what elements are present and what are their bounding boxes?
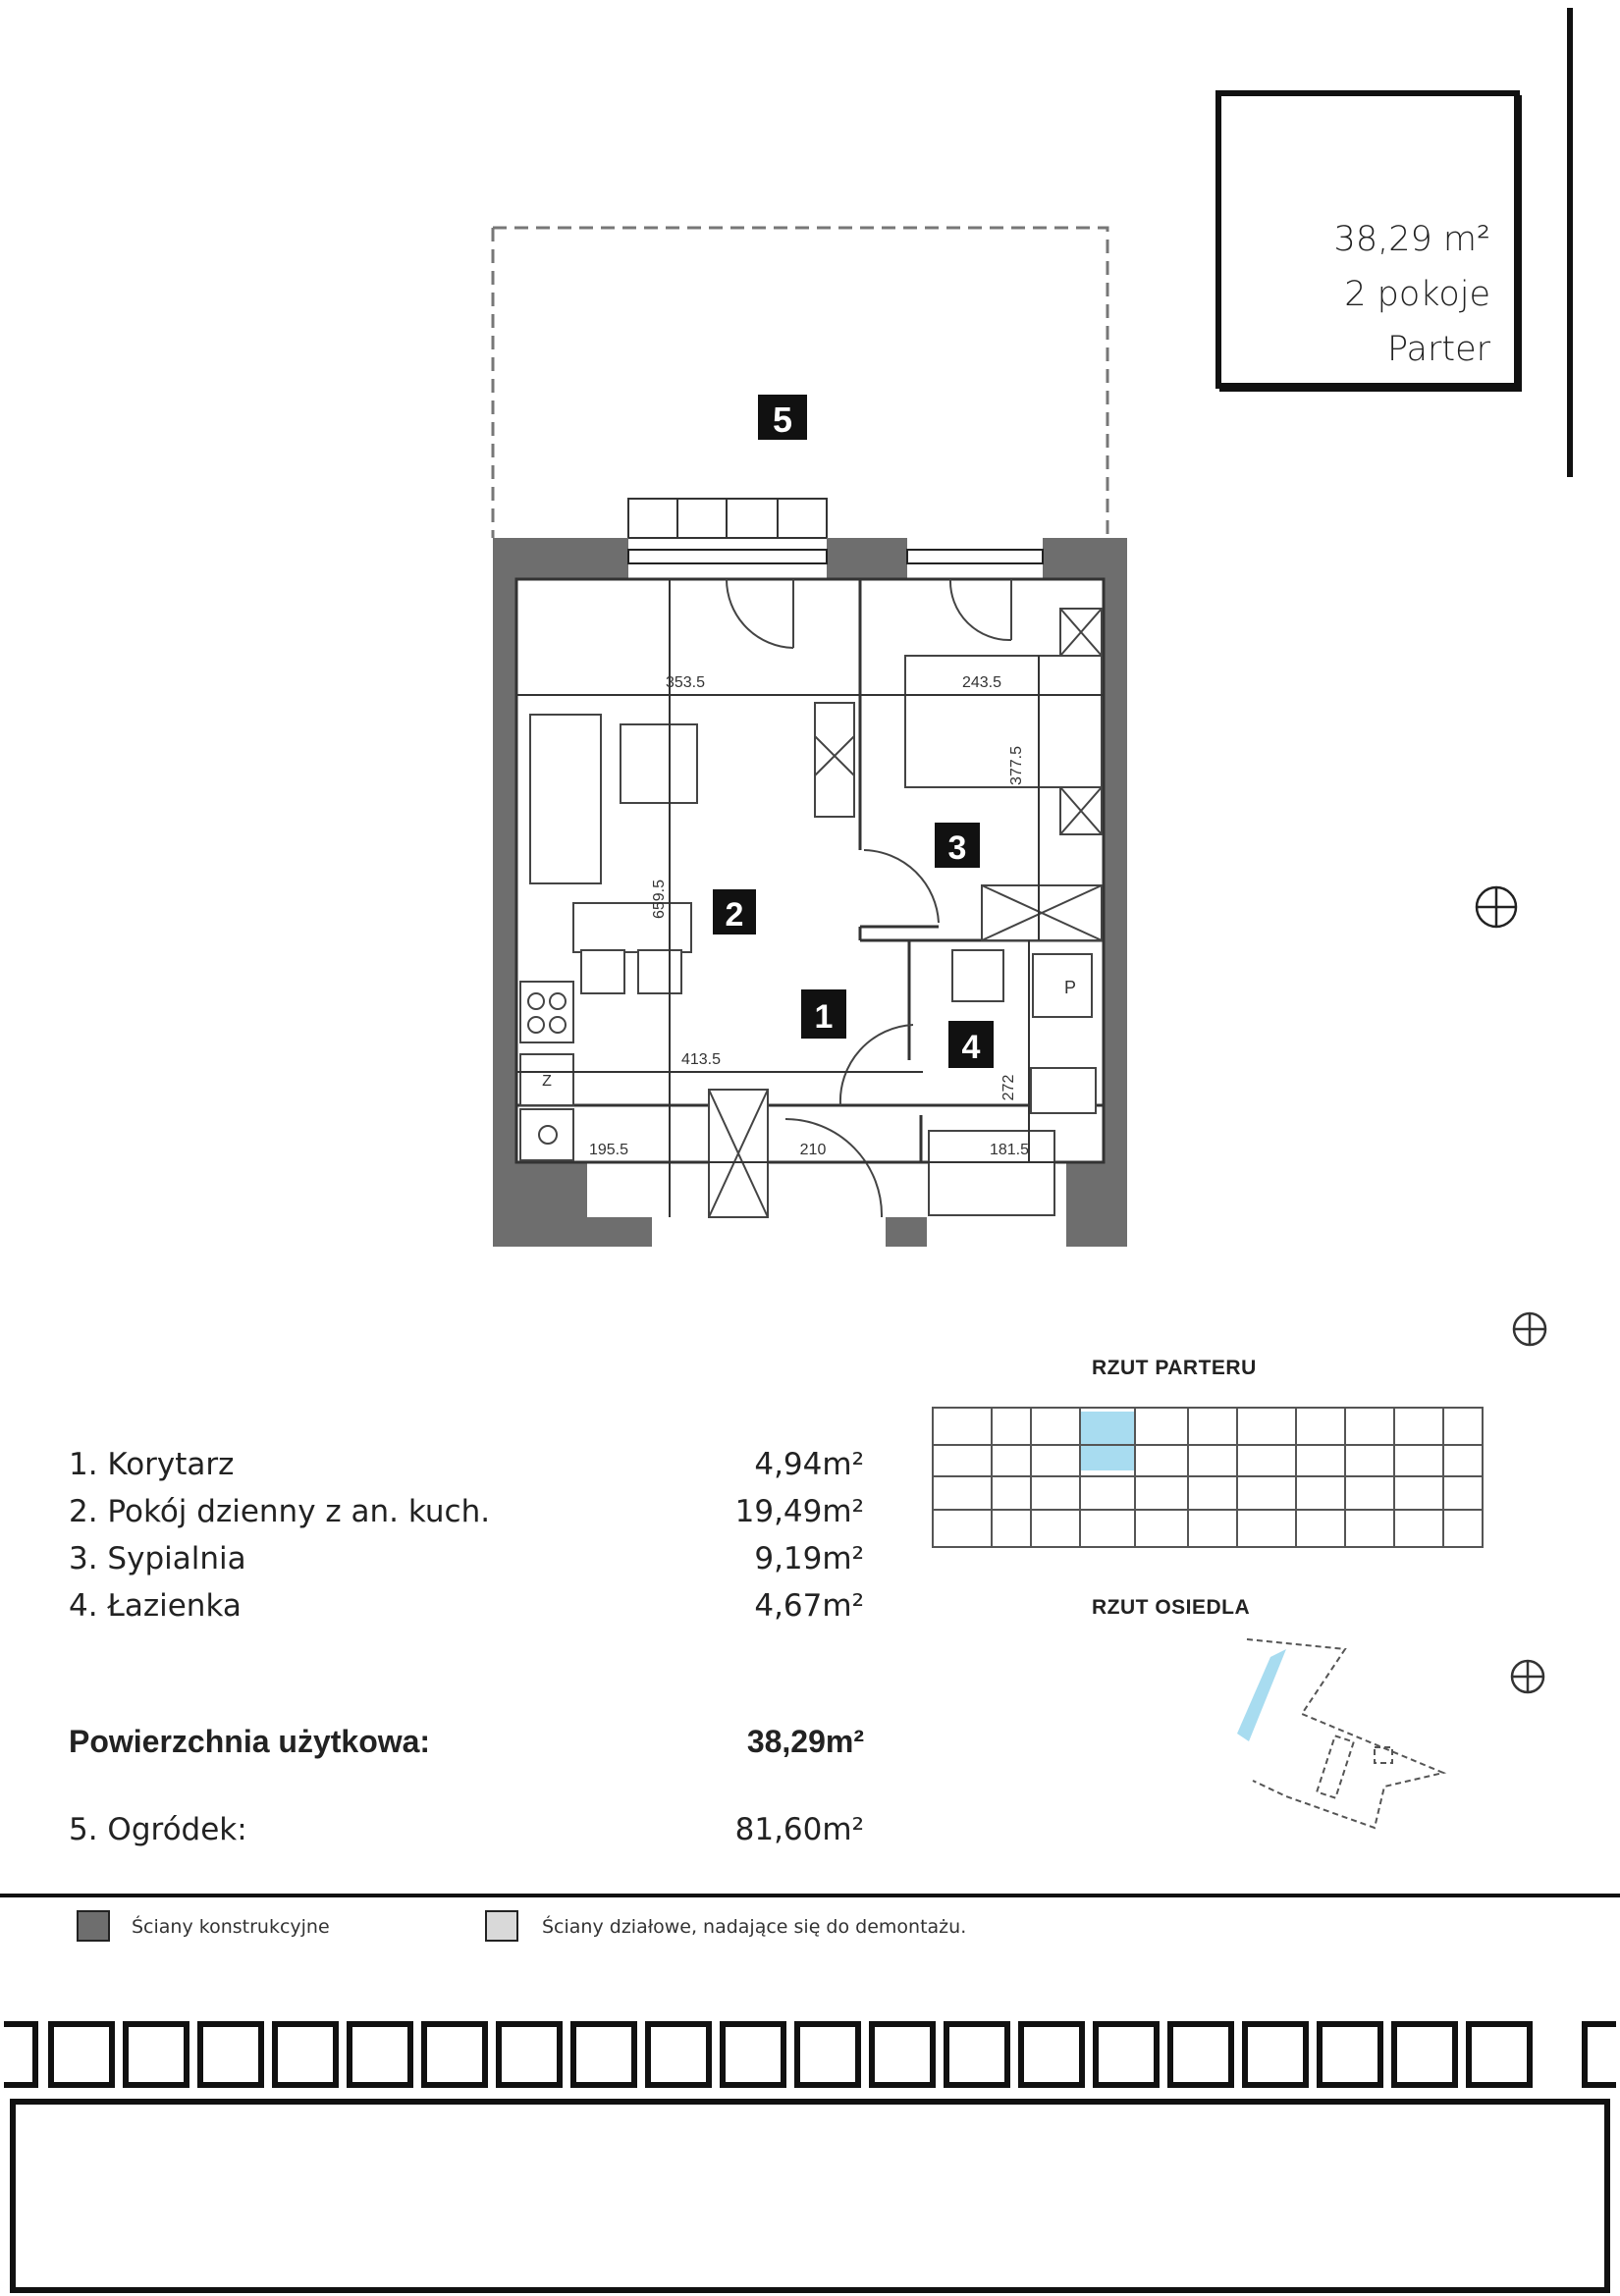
separator-line [0, 1894, 1620, 1897]
garden-label: 5. Ogródek: [69, 1812, 247, 1847]
apartment-highlight [1080, 1412, 1135, 1470]
decorative-border [0, 2014, 1620, 2095]
room-name: 3. Sypialnia [69, 1541, 246, 1576]
dim-353: 353.5 [665, 674, 706, 691]
dim-659: 659.5 [651, 879, 668, 920]
decorative-square [275, 2024, 336, 2085]
room-name: 4. Łazienka [69, 1588, 242, 1624]
decorative-square [200, 2024, 261, 2085]
dim-210: 210 [799, 1142, 827, 1158]
decorative-square [424, 2024, 485, 2085]
decorative-square [499, 2024, 560, 2085]
room-badge-2: 2 [725, 896, 744, 934]
terrace-slabs [628, 499, 827, 538]
estate-keyplan [1208, 1620, 1561, 1845]
ground-floor-label: RZUT PARTERU [1092, 1357, 1257, 1379]
legend-partition: Ściany działowe, nadające się do demontażu. [542, 1916, 967, 1938]
compass-icon [1477, 887, 1516, 927]
decorative-square [1096, 2024, 1157, 2085]
dim-195: 195.5 [588, 1142, 629, 1158]
total-area-value: 38,29m² [746, 1724, 864, 1759]
decorative-bracket-right [1585, 2024, 1616, 2085]
room-name: 1. Korytarz [69, 1447, 235, 1482]
decorative-square [51, 2024, 112, 2085]
decorative-square [648, 2024, 709, 2085]
decorative-square [1170, 2024, 1231, 2085]
room-row [69, 1588, 864, 1631]
dim-413: 413.5 [680, 1051, 722, 1068]
legend-swatch-structural [77, 1910, 110, 1942]
compass-icon [1512, 1661, 1543, 1692]
decorative-square [1469, 2024, 1530, 2085]
dim-181: 181.5 [989, 1142, 1030, 1158]
decorative-square [1021, 2024, 1082, 2085]
room-area: 19,49m² [734, 1494, 864, 1529]
estate-label: RZUT OSIEDLA [1092, 1596, 1251, 1619]
ground-floor-keyplan [923, 1302, 1551, 1586]
garden-row [69, 1812, 864, 1855]
building-outline [933, 1408, 1483, 1547]
decorative-square [1245, 2024, 1306, 2085]
total-area-row [69, 1724, 864, 1767]
garden-value: 81,60m² [734, 1812, 864, 1847]
room-row [69, 1494, 864, 1537]
fixture-p: P [1063, 978, 1077, 997]
decorative-square [797, 2024, 858, 2085]
decorative-square [723, 2024, 783, 2085]
compass-icon [1514, 1313, 1545, 1345]
room-badge-3: 3 [947, 829, 967, 867]
legend-swatch-partition [485, 1910, 518, 1942]
room-area: 4,94m² [754, 1447, 864, 1482]
room-row [69, 1541, 864, 1584]
decorative-square [350, 2024, 410, 2085]
dim-272: 272 [1000, 1074, 1017, 1101]
decorative-square [1394, 2024, 1455, 2085]
decorative-square [573, 2024, 634, 2085]
total-area-label: Powierzchnia użytkowa: [69, 1724, 431, 1759]
decorative-square [946, 2024, 1007, 2085]
room-badge-1: 1 [814, 998, 834, 1036]
room-area: 9,19m² [754, 1541, 864, 1576]
room-name: 2. Pokój dzienny z an. kuch. [69, 1494, 491, 1529]
footer-box [10, 2099, 1610, 2293]
summary-floor: Parter [1386, 330, 1490, 369]
summary-rooms: 2 pokoje [1344, 275, 1490, 314]
dim-243: 243.5 [961, 674, 1002, 691]
furniture [520, 609, 1102, 1217]
dim-377: 377.5 [1008, 745, 1025, 786]
estate-building-highlight [1237, 1649, 1286, 1741]
decorative-square [1320, 2024, 1380, 2085]
summary-area: 38,29 m² [1333, 220, 1490, 259]
decorative-bracket-left [4, 2024, 35, 2085]
room-badge-5: 5 [772, 400, 793, 440]
fixture-z: Z [542, 1073, 552, 1090]
garden-outline [493, 228, 1107, 538]
legend-structural: Ściany konstrukcyjne [132, 1916, 330, 1938]
room-badge-4: 4 [961, 1029, 981, 1066]
room-row [69, 1447, 864, 1490]
decorative-square [872, 2024, 933, 2085]
room-area: 4,67m² [754, 1588, 864, 1624]
decorative-square [126, 2024, 187, 2085]
